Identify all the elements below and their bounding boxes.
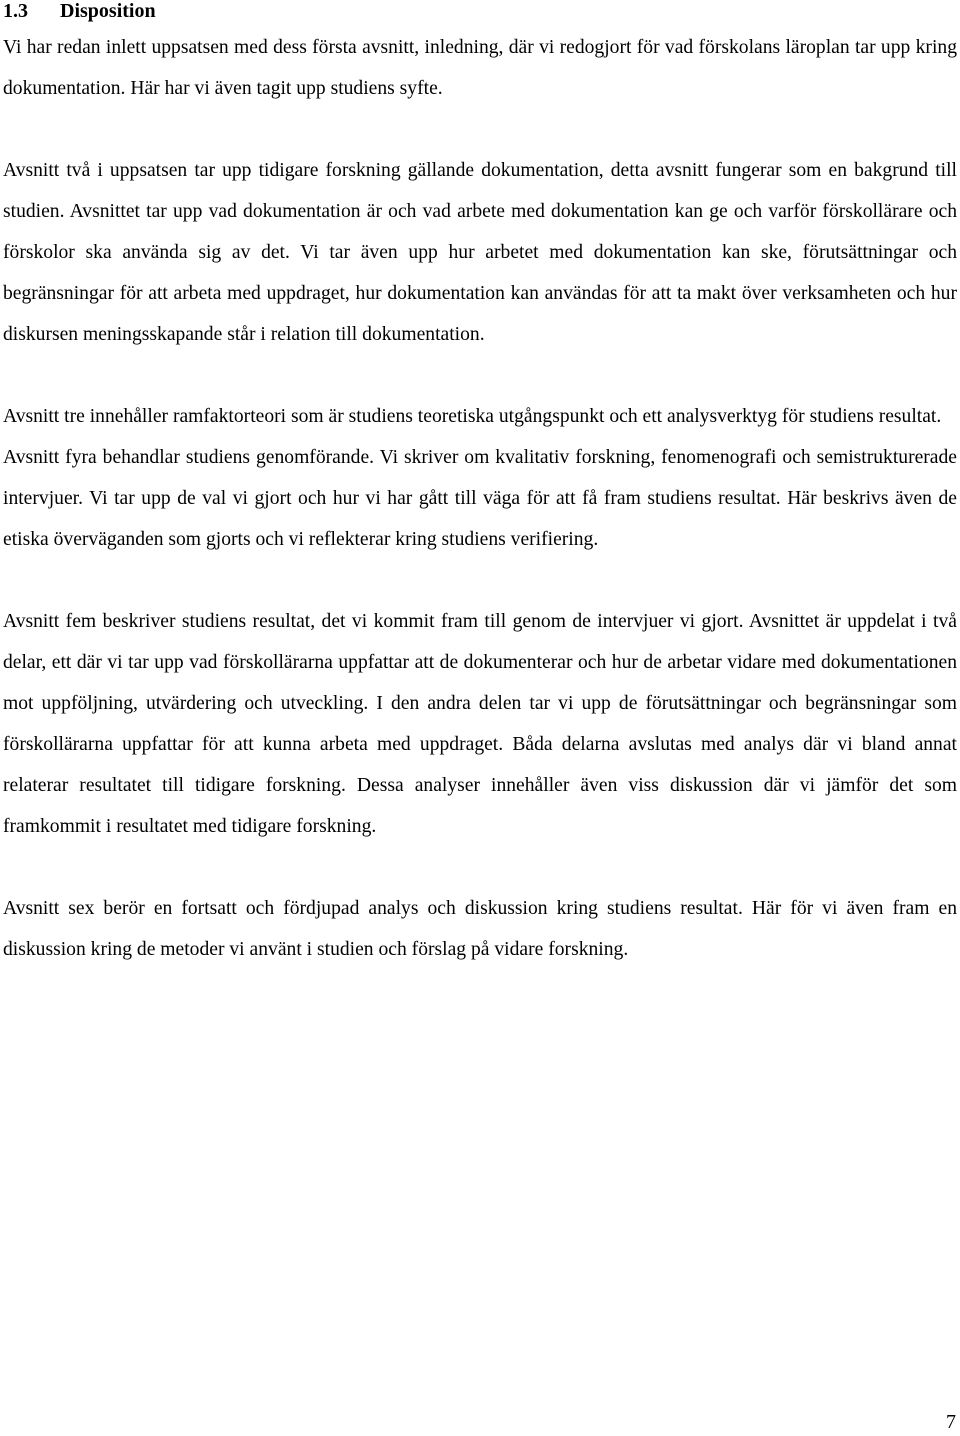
- section-number: 1.3: [3, 0, 28, 22]
- paragraph-spacer: [3, 560, 957, 601]
- paragraph-introduction: Vi har redan inlett uppsatsen med dess första avsnitt, inledning, där vi redogjort för vad förskolans läroplan tar upp kring dokumentation. Här har vi även tagit upp studiens syfte.: [3, 37, 957, 99]
- paragraph-section-three: Avsnitt tre innehåller ramfaktorteori som är studiens teoretiska utgångspunkt och ett analysverktyg för studiens resultat.: [3, 406, 942, 427]
- paragraph-section-five: Avsnitt fem beskriver studiens resultat, det vi kommit fram till genom de intervjuer vi gjort. Avsnittet är uppdelat i två delar, ett där vi tar upp vad förskollärarna uppfattar att de dokumenterar och hur de arbetar vidare med dokumentationen mot uppföljning, utvärdering och utveckling. I den andra delen tar vi upp de förutsättningar och begränsningar som förskollärarna uppfattar för att kunna arbeta med uppdraget. Båda delarna avslutas med analys där vi bland annat relaterar resultatet till tidigare forskning. Dessa analyser innehåller även viss diskussion där vi jämför det som framkommit i resultatet med tidigare forskning.: [3, 611, 957, 837]
- page-number: 7: [946, 1411, 956, 1433]
- paragraph-section-two: Avsnitt två i uppsatsen tar upp tidigare forskning gällande dokumentation, detta avsnitt fungerar som en bakgrund till studien. Avsnittet tar upp vad dokumentation är och vad arbete med dokumentation kan ge och varför förskollärare och förskolor ska använda sig av det. Vi tar även upp hur arbetet med dokumentation kan ske, förutsättningar och begränsningar för att arbeta med uppdraget, hur dokumentation kan användas för att ta makt över verksamheten och hur diskursen meningsskapande står i relation till dokumentation.: [3, 160, 957, 345]
- paragraph-section-six: Avsnitt sex berör en fortsatt och fördjupad analys och diskussion kring studiens resultat. Här för vi även fram en diskussion kring de metoder vi använt i studien och förslag på vidare forskning.: [3, 898, 957, 960]
- section-heading: [3, 0, 957, 22]
- paragraph-spacer: [3, 355, 957, 396]
- paragraph-section-four: Avsnitt fyra behandlar studiens genomförande. Vi skriver om kvalitativ forskning, fenomenografi och semistrukturerade intervjuer. Vi tar upp de val vi gjort och hur vi har gått till väga för att få fram studiens resultat. Här beskrivs även de etiska överväganden som gjorts och vi reflekterar kring studiens verifiering.: [3, 447, 957, 550]
- section-title: Disposition: [60, 0, 156, 22]
- paragraph-spacer: [3, 847, 957, 888]
- paragraph-spacer: [3, 109, 957, 150]
- document-page: [3, 0, 957, 970]
